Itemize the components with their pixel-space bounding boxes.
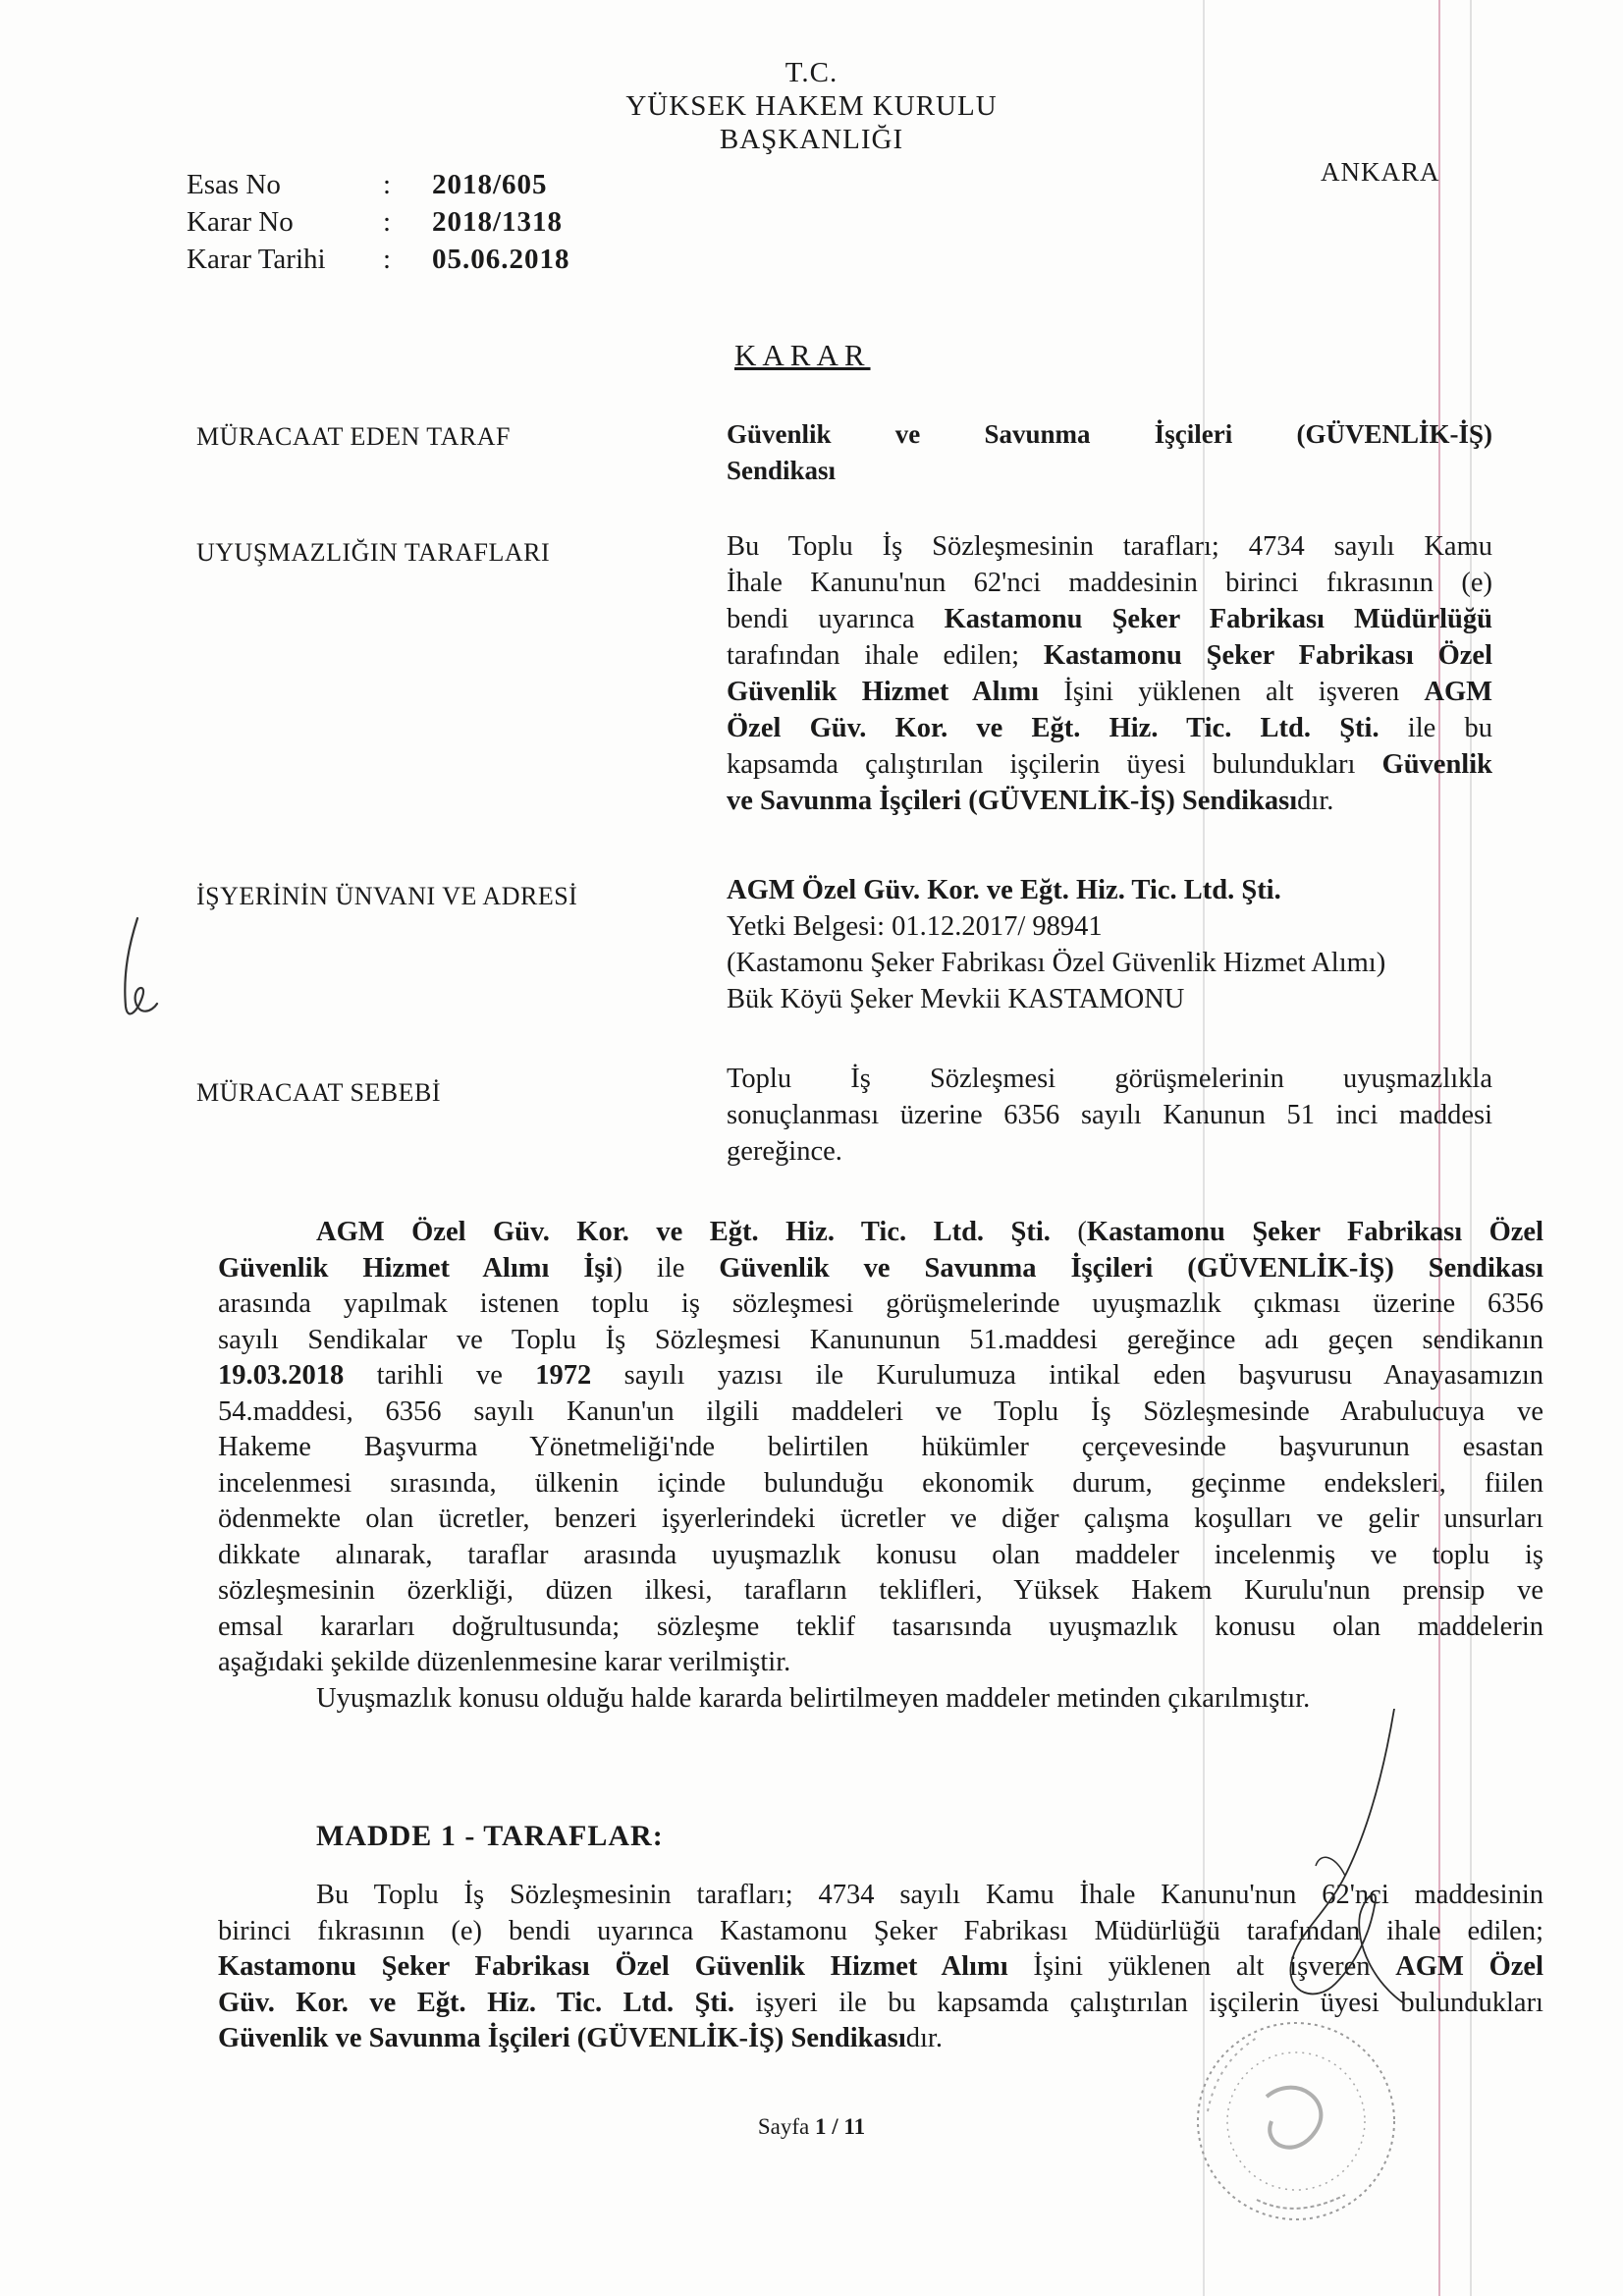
parties-line <box>727 637 1492 674</box>
text-bold: Güvenlik ve Savunma İşçileri (GÜVENLİK-İŞ) Sendikası <box>719 1252 1543 1284</box>
reason-line: sonuçlanması üzerine 6356 sayılı Kanunun 51 inci maddesi <box>727 1100 1492 1130</box>
text: İşini yüklenen alt işveren <box>1007 1951 1396 1982</box>
workplace-line: Yetki Belgesi: 01.12.2017/ 98941 <box>727 911 1103 942</box>
parties-line: Bu Toplu İş Sözleşmesinin tarafları; 4734 sayılı Kamu <box>727 531 1492 562</box>
header-city: ANKARA <box>1321 157 1440 187</box>
para-line <box>218 1358 1543 1394</box>
para-line: 54.maddesi, 6356 sayılı Kanun'un ilgili maddeleri ve Toplu İş Sözleşmesinde Arabulucuya ve <box>218 1395 1543 1427</box>
label-workplace: İŞYERİNİN ÜNVANI VE ADRESİ <box>196 882 578 910</box>
text-bold: AGM <box>1424 677 1493 707</box>
text: ) ile <box>613 1252 720 1284</box>
header-presidency: BAŞKANLIĞI <box>719 124 904 155</box>
text-bold: AGM Özel Güv. Kor. ve Eğt. Hiz. Tic. Ltd. Şti. <box>316 1217 1051 1247</box>
text-bold: 19.03.2018 <box>218 1360 345 1391</box>
body-parties <box>727 528 1492 819</box>
meta-date <box>187 244 570 276</box>
meta-value: 05.06.2018 <box>432 244 570 275</box>
text-bold: Güvenlik ve Savunma İşçileri (GÜVENLİK-İŞ) Sendikası <box>218 2023 906 2053</box>
para-line: aşağıdaki şekilde düzenlenmesine karar verilmiştir. <box>218 1647 791 1677</box>
label-parties: UYUŞMAZLIĞIN TARAFLARI <box>196 538 551 567</box>
madde1-line: Bu Toplu İş Sözleşmesinin tarafları; 4734 sayılı Kamu İhale Kanunu'nun 62'nci maddesinin <box>316 1880 1543 1910</box>
madde1-title: MADDE 1 - TARAFLAR: <box>316 1820 664 1852</box>
handwritten-mark-icon <box>108 913 167 1031</box>
meta-value: 2018/605 <box>432 169 548 200</box>
parties-line: İhale Kanunu'nun 62'nci maddesinin birinci fıkrasının (e) <box>727 568 1492 598</box>
parties-line <box>727 601 1492 637</box>
text-bold: Kastamonu Şeker Fabrikası Özel <box>1086 1217 1543 1247</box>
body-applicant <box>727 416 1492 489</box>
footer-current: 1 <box>815 2114 827 2139</box>
workplace-line: AGM Özel Güv. Kor. ve Eğt. Hiz. Tic. Ltd. Şti. <box>727 875 1281 905</box>
text: tarihli ve <box>344 1360 536 1391</box>
workplace-line: Bük Köyü Şeker Mevkii KASTAMONU <box>727 984 1185 1014</box>
main-paragraph <box>218 1215 1543 1717</box>
body-reason <box>727 1061 1492 1170</box>
meta-label: Esas No <box>187 169 281 200</box>
para-line: Hakeme Başvurma Yönetmeliği'nde belirtilen hükümler çerçevesinde başvurunun esastan <box>218 1432 1543 1462</box>
text-bold: Kastamonu Şeker Fabrikası Müdürlüğü <box>944 604 1492 634</box>
para-line: sayılı Sendikalar ve Toplu İş Sözleşmesi Kanununun 51.maddesi gereğince adı geçen sendikanın <box>218 1324 1543 1355</box>
meta-karar <box>187 206 563 239</box>
para-line: incelenmesi sırasında, ülkenin içinde bulunduğu ekonomik durum, geçinme endeksleri, fiilen <box>218 1467 1543 1499</box>
text: sayılı yazısı ile Kurulumuza intikal eden başvurusu Anayasamızın <box>591 1360 1543 1391</box>
text-bold: Özel Güv. Kor. ve Eğt. Hiz. Tic. Ltd. Şti. <box>727 713 1380 743</box>
madde1-line: birinci fıkrasının (e) bendi uyarınca Kastamonu Şeker Fabrikası Müdürlüğü tarafından ihale edilen; <box>218 1915 1543 1946</box>
text: bendi uyarınca <box>727 604 945 634</box>
parties-line <box>727 710 1492 746</box>
reason-line: Toplu İş Sözleşmesi görüşmelerinin uyuşmazlıkla <box>727 1064 1492 1094</box>
meta-sep: : <box>383 169 392 200</box>
body-workplace <box>727 872 1492 1017</box>
applicant-line: Sendikası <box>727 456 837 485</box>
text-bold: Güvenlik <box>1381 749 1492 780</box>
label-applicant: MÜRACAAT EDEN TARAF <box>196 422 511 451</box>
footer-prefix: Sayfa <box>757 2114 815 2139</box>
meta-esas <box>187 169 548 201</box>
text: dır. <box>905 2023 943 2053</box>
text: dır. <box>1297 786 1334 816</box>
header-institution: YÜKSEK HAKEM KURULU <box>625 90 998 122</box>
parties-line <box>727 746 1492 783</box>
meta-sep: : <box>383 206 392 238</box>
text-bold: Güvenlik Hizmet Alımı <box>727 677 1040 707</box>
para-line: sözleşmesinin özerkliği, düzen ilkesi, tarafların teklifleri, Yüksek Hakem Kurulu'nun prensip ve <box>218 1575 1543 1606</box>
para-line <box>218 1251 1543 1287</box>
text: ( <box>1050 1217 1087 1247</box>
reason-line: gereğince. <box>727 1136 842 1167</box>
text: tarafından ihale edilen; <box>727 640 1044 671</box>
parties-line <box>727 783 1492 819</box>
decision-title: KARAR <box>734 338 871 372</box>
text-bold: Güv. Kor. ve Eğt. Hiz. Tic. Ltd. Şti. <box>218 1987 734 2018</box>
official-stamp-icon <box>1149 2003 1424 2249</box>
label-reason: MÜRACAAT SEBEBİ <box>196 1078 442 1107</box>
footer-divider: / <box>826 2114 844 2139</box>
text-bold: ve Savunma İşçileri (GÜVENLİK-İŞ) Sendikası <box>727 786 1298 816</box>
meta-label: Karar Tarihi <box>187 244 326 275</box>
footer-total: 11 <box>843 2114 866 2139</box>
text-bold: Kastamonu Şeker Fabrikası Özel <box>1043 640 1492 671</box>
text: İşini yüklenen alt işveren <box>1039 677 1425 707</box>
applicant-line: Güvenlik ve Savunma İşçileri (GÜVENLİK-İŞ) <box>727 419 1492 449</box>
para-line: emsal kararları doğrultusunda; sözleşme teklif tasarısında uyuşmazlık konusu olan maddelerin <box>218 1611 1543 1642</box>
meta-label: Karar No <box>187 206 294 238</box>
text-bold: Güvenlik Hizmet Alımı İşi <box>218 1252 614 1284</box>
para-line: dikkate alınarak, taraflar arasında uyuşmazlık konusu olan maddeler incelenmiş ve toplu iş <box>218 1539 1543 1570</box>
para-line: Uyuşmazlık konusu olduğu halde kararda belirtilmeyen maddeler metinden çıkarılmıştır. <box>316 1682 1311 1714</box>
text: işyeri ile bu kapsamda çalıştırılan işçilerin üyesi bulundukları <box>733 1987 1543 2018</box>
para-line: arasında yapılmak istenen toplu iş sözleşmesi görüşmelerinde uyuşmazlık çıkması üzerine 6356 <box>218 1288 1543 1319</box>
text-bold: AGM Özel <box>1395 1951 1543 1982</box>
text-bold: 1972 <box>535 1360 592 1391</box>
text: kapsamda çalıştırılan işçilerin üyesi bulundukları <box>727 749 1382 780</box>
meta-value: 2018/1318 <box>432 206 564 238</box>
meta-sep: : <box>383 244 392 275</box>
para-line: ödenmekte olan ücretler, benzeri işyerlerindeki ücretler ve diğer çalışma koşulları ve gelir unsurları <box>218 1503 1543 1534</box>
workplace-line: (Kastamonu Şeker Fabrikası Özel Güvenlik Hizmet Alımı) <box>727 948 1386 978</box>
para-line <box>218 1215 1543 1251</box>
parties-line <box>727 674 1492 710</box>
signature-icon <box>1276 1709 1414 2033</box>
text: ile bu <box>1379 713 1492 743</box>
header-tc: T.C. <box>784 57 839 88</box>
text-bold: Kastamonu Şeker Fabrikası Özel Güvenlik Hizmet Alımı <box>218 1951 1008 1982</box>
